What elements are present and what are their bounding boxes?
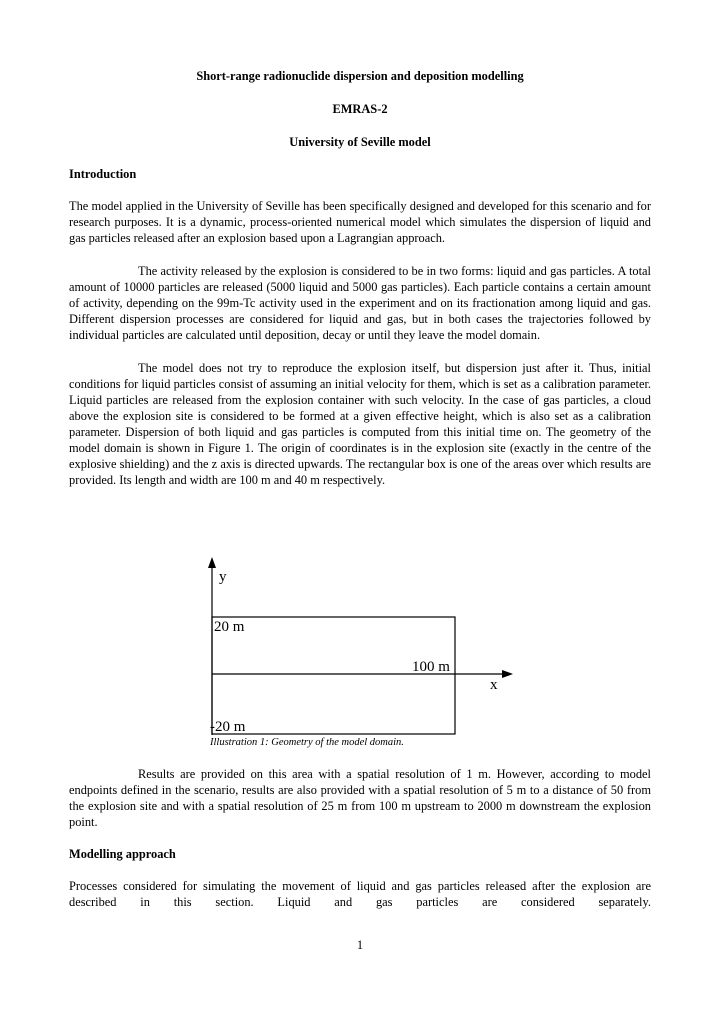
x-axis-label: x — [490, 677, 498, 693]
model-domain-figure — [200, 555, 530, 755]
paragraph-processes: Processes considered for simulating the movement of liquid and gas particles released after the explosion are described in this section. Liquid and gas particles are considered separately. — [69, 879, 651, 909]
y-axis-arrowhead — [208, 557, 216, 568]
document-affiliation: University of Seville model — [289, 135, 431, 149]
domain-geometry-diagram — [200, 555, 530, 755]
y-axis-label: y — [219, 569, 227, 585]
top-boundary-label: 20 m — [214, 619, 245, 635]
paragraph-initial-conditions: The model does not try to reproduce the explosion itself, but dispersion just after it. Thus, initial conditions for liquid particles consist of assuming an initial velocity for them, which is set as a calibration parameter. Liquid particles are released from the explosion container with such velocity. In the case of gas particles, a cloud above the explosion site is considered to be formed at a given effective height, which is also set as a calibration parameter. Dispersion of both liquid and gas particles is computed from this initial time on. The geometry of the model domain is shown in Figure 1. The origin of coordinates is in the explosion site (exactly in the centre of the explosive shielding) and the z axis is directed upwards. The rectangular box is one of the areas over which results are provided. Its length and width are 100 m and 40 m respectively. — [69, 361, 651, 487]
length-label: 100 m — [412, 659, 450, 675]
introduction-heading: Introduction — [69, 167, 137, 181]
document-subtitle: EMRAS-2 — [332, 102, 388, 116]
domain-rectangle — [212, 617, 455, 734]
paragraph-model-description: The model applied in the University of Seville has been specifically designed and developed for this scenario and for research purposes. It is a dynamic, process-oriented numerical model which simulates the dispersion of liquid and gas particles released after an explosion based upon a Lagrangian approach. — [69, 199, 651, 245]
paragraph-spatial-resolution: Results are provided on this area with a spatial resolution of 1 m. However, according to model endpoints defined in the scenario, results are also provided with a spatial resolution of 5 m to a distance of 50 from the explosion site and with a spatial resolution of 25 m from 100 m upstream to 2000 m downstream the explosion point. — [69, 767, 651, 829]
figure-caption: Illustration 1: Geometry of the model domain. — [210, 737, 404, 748]
x-axis-arrowhead — [502, 670, 513, 678]
modelling-approach-heading: Modelling approach — [69, 847, 176, 861]
document-title: Short-range radionuclide dispersion and deposition modelling — [196, 69, 524, 83]
bottom-boundary-label: -20 m — [210, 719, 246, 735]
page-number: 1 — [356, 938, 364, 952]
paragraph-activity-release: The activity released by the explosion is considered to be in two forms: liquid and gas particles. A total amount of 10000 particles are released (5000 liquid and 5000 gas particles). Each particle contains a certain amount of activity, depending on the 99m-Tc activity used in the experiment and on its fractionation among liquid and gas. Different dispersion processes are considered for liquid and gas, but in both cases the trajectories followed by individual particles are calculated until deposition, decay or until they leave the model domain. — [69, 264, 651, 342]
